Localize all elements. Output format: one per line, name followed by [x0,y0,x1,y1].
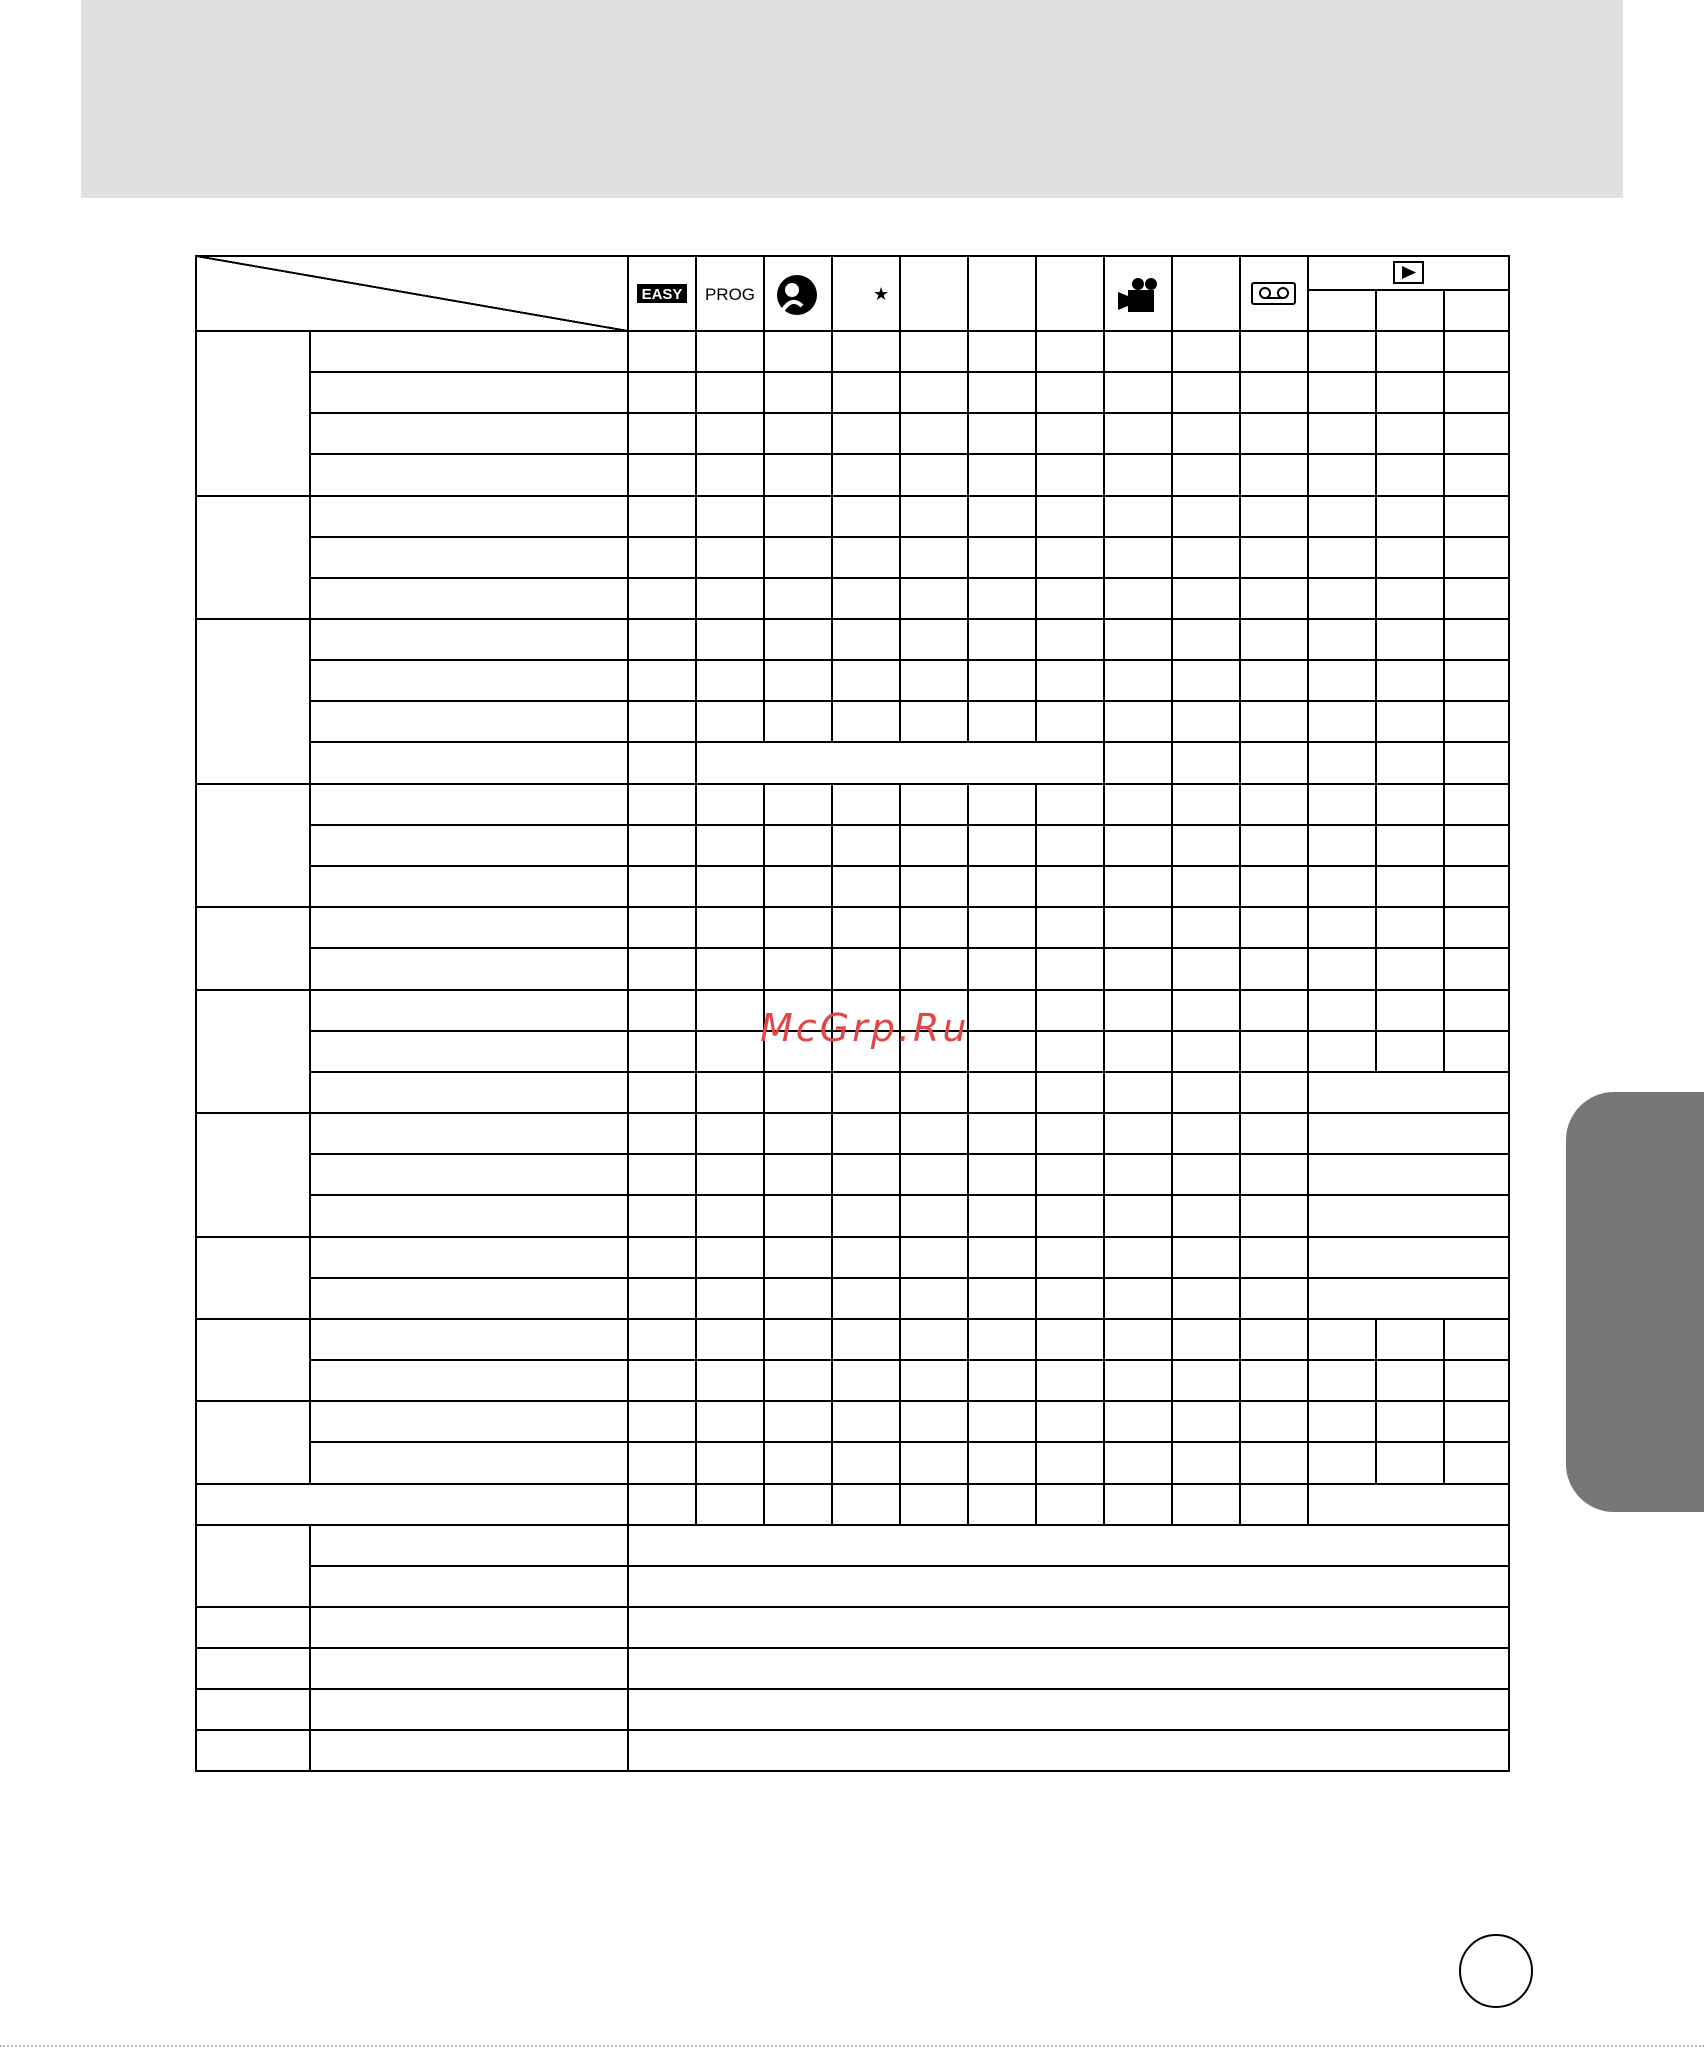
playback-icon [1394,262,1423,283]
header-row [637,262,1423,315]
header-diagonal [196,256,628,331]
watermark: McGrp.Ru [760,1006,970,1050]
portrait-icon [777,275,817,315]
voice-memo-icon [1252,283,1295,304]
svg-text:★: ★ [873,284,890,304]
prog-label: PROG [704,285,756,304]
easy-label: EASY [641,286,683,303]
footer-line [0,2045,1704,2047]
section-side-tab [1566,1092,1704,1512]
movie-icon [1118,278,1157,312]
night-scene-icon [853,278,890,313]
page-number-circle [1459,1934,1533,2008]
easy-badge [637,284,687,303]
